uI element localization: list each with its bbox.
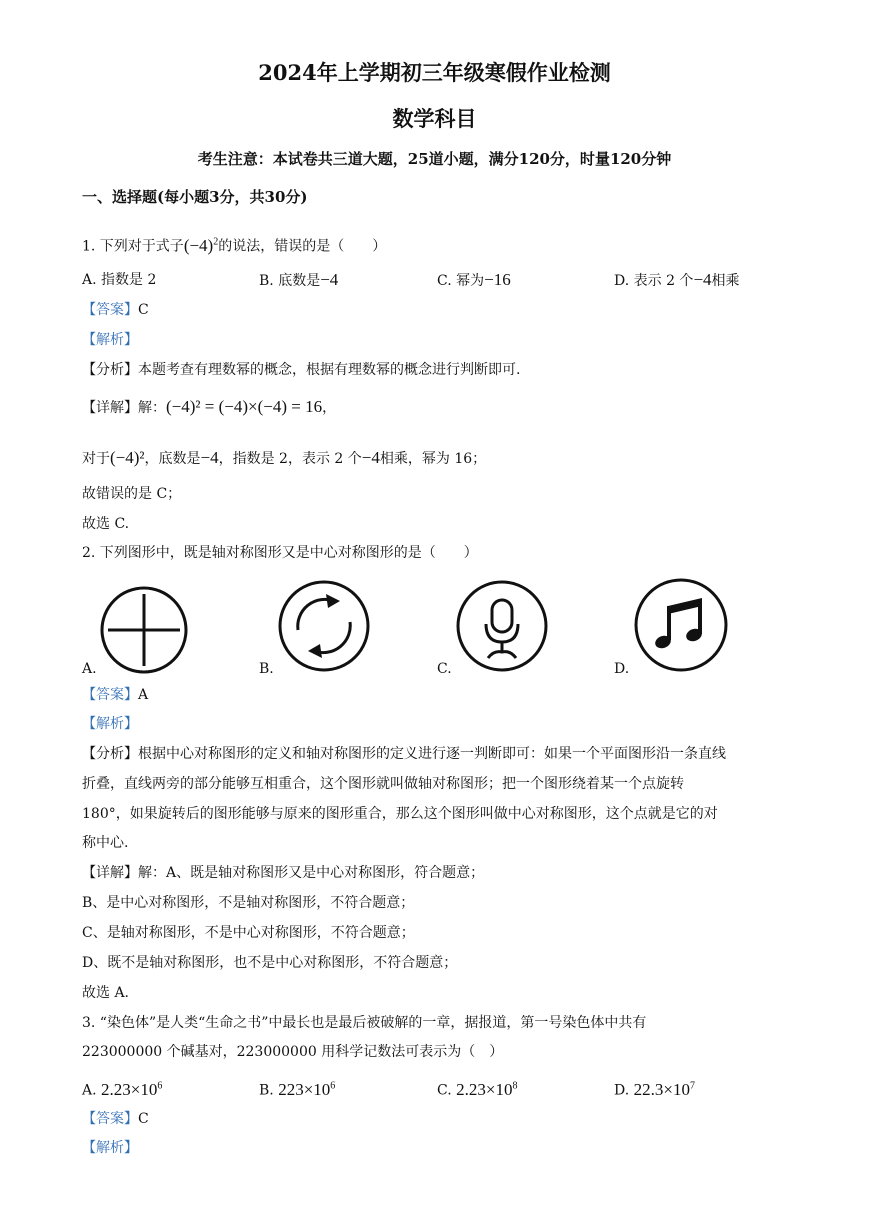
q3-option-d-math — [634, 1080, 695, 1099]
q1-stem-text: 1. 下列对于式子 — [82, 238, 184, 255]
q1-line2-b: ，底数是 — [144, 451, 201, 467]
analysis-tag: 【解析】 — [82, 716, 138, 732]
subject-title: 数学科目 — [392, 106, 477, 131]
q3-stem-line1: 3. “染色体”是人类“生命之书”中最长也是最后被破解的一章，据报道，第一号染色体中共有 — [82, 1015, 647, 1031]
fenxi-tag: 【分析】 — [82, 362, 138, 378]
q3-option-a — [82, 1076, 162, 1101]
q3-option-a-letter: A. — [82, 1082, 97, 1099]
q3-answer — [82, 1109, 149, 1129]
q2-stem: 2. 下列图形中，既是轴对称图形又是中心对称图形的是（ ） — [82, 545, 478, 561]
detail-tag: 【详解】 — [82, 400, 138, 416]
q3-option-d-letter: D. — [614, 1082, 630, 1099]
q1-detail-line3: 故错误的是 C； — [82, 486, 182, 502]
q3-stem-line2: 223000000 个碱基对，223000000 用科学记数法可表示为（ ） — [82, 1044, 504, 1060]
q2-answer — [82, 685, 148, 705]
q1-option-c — [437, 270, 511, 291]
answer-tag: 【答案】 — [82, 1111, 138, 1127]
q3-answer-value: C — [138, 1111, 149, 1127]
q1-detail-line2 — [82, 448, 486, 469]
q1-answer-value: C — [138, 302, 149, 318]
q2-detail-line1 — [82, 863, 484, 883]
q1-option-a: A. 指数是 2 — [82, 272, 157, 288]
q2-option-b: B. — [259, 661, 274, 677]
q1-option-d-tail: 相乘 — [711, 273, 740, 289]
q1-line2-m1: −4 — [200, 448, 219, 467]
section-title: 一、选择题(每小题3分，共30分) — [82, 188, 308, 206]
q1-option-c-label: C. 幂为 — [437, 273, 485, 289]
q3-option-c-letter: C. — [437, 1082, 452, 1099]
microphone-circle-figure — [454, 578, 550, 674]
q2-detail-line3: C、是轴对称图形，不是中心对称图形，不符合题意； — [82, 925, 415, 941]
q1-conclusion: 故选 C. — [82, 516, 130, 532]
q1-expr-exponent: 2 — [213, 236, 219, 247]
q1-detail-post: ， — [322, 400, 337, 416]
q1-option-b-math: −4 — [320, 270, 339, 289]
q1-line2-a: 对于 — [82, 451, 110, 467]
q2-fenxi-line1 — [82, 744, 726, 764]
q3-analysis-tag — [82, 1138, 138, 1158]
q3-option-b-math — [278, 1080, 335, 1099]
q1-answer — [82, 300, 149, 320]
q3-option-a-math — [101, 1080, 162, 1099]
q2-detail-line2: B、是中心对称图形，不是轴对称图形，不符合题意； — [82, 895, 415, 911]
plus-circle-figure — [98, 584, 190, 676]
q3-option-d-exp: 7 — [689, 1080, 695, 1091]
q2-option-c: C. — [437, 661, 452, 677]
q3-option-b — [259, 1076, 335, 1101]
q1-line2-d: 相乘，幂为 16； — [379, 451, 487, 467]
exam-notice: 考生注意：本试卷共三道大题，25道小题，满分120分，时量120分钟 — [197, 150, 672, 168]
q1-expression — [184, 236, 218, 255]
q2-conclusion: 故选 A. — [82, 985, 130, 1001]
q1-fenxi — [82, 360, 520, 380]
q1-detail-pre: 解： — [138, 400, 166, 416]
q2-option-d: D. — [614, 661, 630, 677]
answer-tag: 【答案】 — [82, 302, 138, 318]
q2-fenxi-line3: 180°，如果旋转后的图形能够与原来的图形重合，那么这个图形叫做中心对称图形，这个点就是它的对 — [82, 806, 718, 822]
analysis-tag: 【解析】 — [82, 332, 138, 348]
exam-title: 2024年上学期初三年级寒假作业检测 — [258, 60, 611, 85]
q1-option-d-math: −4 — [693, 270, 712, 289]
q3-option-c — [437, 1076, 517, 1101]
q3-option-c-math — [456, 1080, 517, 1099]
q1-option-b — [259, 270, 338, 291]
q3-option-d — [614, 1076, 695, 1101]
q2-detail-text1: 解：A、既是轴对称图形又是中心对称图形，符合题意； — [138, 865, 485, 881]
q2-fenxi-text1: 根据中心对称图形的定义和轴对称图形的定义进行逐一判断即可：如果一个平面图形沿一条直线 — [138, 746, 726, 762]
q1-line2-m2: −4 — [361, 448, 380, 467]
q2-fenxi-line2: 折叠，直线两旁的部分能够互相重合，这个图形就叫做轴对称图形；把一个图形绕着某一个点旋转 — [82, 776, 684, 792]
q2-answer-value: A — [138, 687, 149, 703]
q3-option-c-base: 2.23×10 — [456, 1079, 513, 1099]
q2-option-a: A. — [82, 661, 97, 677]
q1-stem-tail: 的说法，错误的是（ ） — [218, 238, 387, 255]
answer-tag: 【答案】 — [82, 687, 138, 703]
q1-line2-expr: (−4)² — [110, 448, 145, 467]
q1-stem — [82, 232, 386, 257]
q2-fenxi-line4: 称中心. — [82, 835, 129, 851]
q3-option-d-base: 22.3×10 — [633, 1079, 690, 1099]
q1-detail — [82, 397, 336, 418]
q1-expr-base: (−4) — [183, 235, 214, 255]
q1-option-d-label: D. 表示 2 个 — [614, 273, 694, 289]
q3-option-b-base: 223×10 — [278, 1079, 331, 1099]
q3-option-c-exp: 8 — [512, 1080, 518, 1091]
analysis-tag: 【解析】 — [82, 1140, 138, 1156]
q2-detail-line4: D、既不是轴对称图形，也不是中心对称图形，不符合题意； — [82, 955, 458, 971]
q3-option-b-exp: 6 — [330, 1080, 336, 1091]
q1-option-d — [614, 270, 740, 291]
q1-fenxi-text: 本题考查有理数幂的概念，根据有理数幂的概念进行判断即可. — [138, 362, 521, 378]
q1-analysis-tag — [82, 330, 138, 350]
q1-option-b-label: B. 底数是 — [259, 273, 321, 289]
q3-option-a-exp: 6 — [157, 1080, 163, 1091]
detail-tag: 【详解】 — [82, 865, 138, 881]
q1-line2-c: ，指数是 2，表示 2 个 — [218, 451, 362, 467]
music-note-circle-figure — [632, 576, 730, 674]
q2-analysis-tag — [82, 714, 138, 734]
q1-detail-math: (−4)² = (−4)×(−4) = 16 — [166, 397, 323, 416]
refresh-circle-figure — [276, 578, 372, 674]
fenxi-tag: 【分析】 — [82, 746, 138, 762]
q1-option-c-math: −16 — [484, 270, 511, 289]
q3-option-b-letter: B. — [259, 1082, 274, 1099]
q3-option-a-base: 2.23×10 — [101, 1079, 158, 1099]
